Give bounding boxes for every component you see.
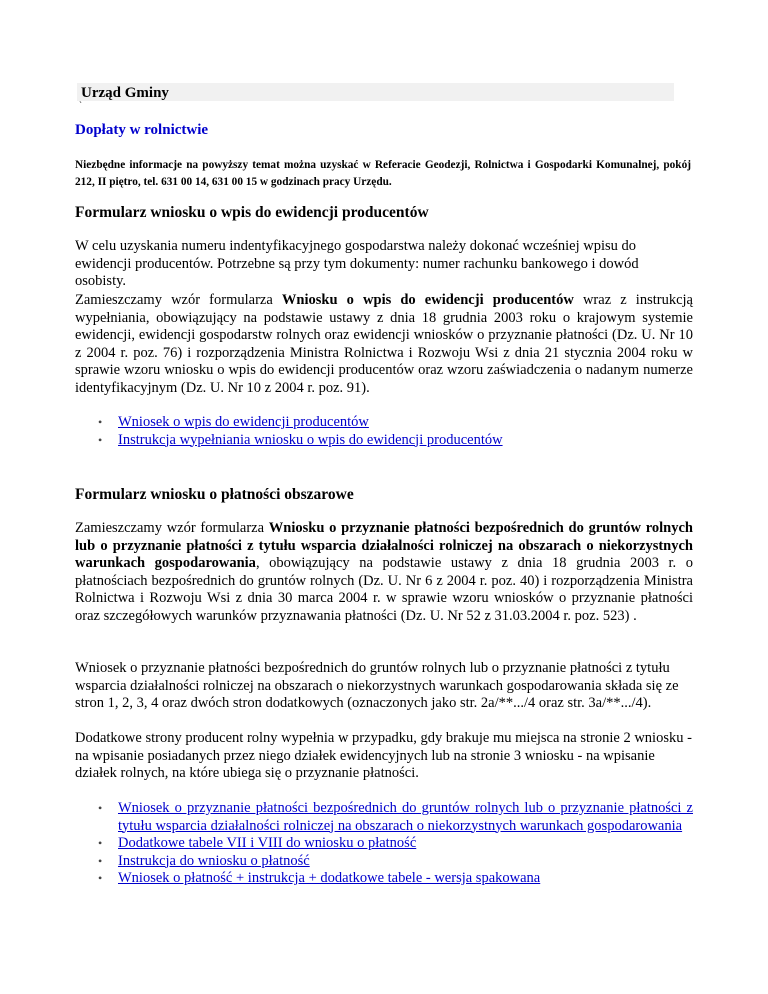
form2-link-list xyxy=(75,800,693,888)
list-item xyxy=(98,431,693,450)
link-dodatkowe-tabele[interactable]: Dodatkowe tabele VII i VIII do wniosku o płatność xyxy=(118,835,417,851)
form2-paragraph-1-start: Zamieszczamy wzór formularza xyxy=(75,520,269,536)
form1-paragraph-1: W celu uzyskania numeru indentyfikacyjnego gospodarstwa należy dokonać wcześniej wpisu do ewidencji producentów. Potrzebne są przy tym dokumenty: numer rachunku bankowego i dowód osobisty. xyxy=(75,238,639,289)
list-item xyxy=(98,870,693,888)
link-wniosek-wpis[interactable]: Wniosek o wpis do ewidencji producentów xyxy=(118,414,369,430)
form1-paragraph-2-start: Zamieszczamy wzór formularza xyxy=(75,292,282,308)
form2-paragraph-3: Dodatkowe strony producent rolny wypełnia w przypadku, gdy brakuje mu miejsca na stronie 2 wniosku - na wpisanie posiadanych przez niego działek ewidencyjnych lub na stronie 3 wniosku - na wpisanie działek rolnych, na które ubiega się o przyznanie płatności. xyxy=(75,730,692,781)
bullet-icon: • xyxy=(98,871,103,885)
bullet-icon: • xyxy=(98,836,103,850)
bullet-icon: • xyxy=(98,853,103,868)
form2-paragraph-2: Wniosek o przyznanie płatności bezpośrednich do gruntów rolnych lub o przyznanie płatności z tytułu wsparcia działalności rolniczej na obszarach o niekorzystnych warunkach gospodarowania składa się ze stron 1, 2, 3, 4 oraz dwóch stron dodatkowych (oznaczonych jako str. 2a/**.../4 oraz str. 3a/**.../4). xyxy=(75,660,679,711)
bullet-icon: • xyxy=(98,415,103,429)
form1-paragraph-2-end: wraz z instrukcją wypełniania, obowiązujący na podstawie ustawy z dnia 18 grudnia 2003 roku o krajowym systemie ewidencji, ewidencji gospodarstw rolnych oraz ewidencji wniosków o przyznanie płatności (Dz. U. Nr 10 z 2004 r. poz. 76) i rozporządzenia Ministra Rolnictwa i Rozwoju Wsi z dnia 21 stycznia 2004 roku w sprawie wzoru wniosku o wpis do ewidencji producentów oraz wzoru zaświadczenia o nadanym numerze identyfikacyjnym (Dz. U. Nr 10 z 2004 r. poz. 91). xyxy=(75,292,693,396)
bullet-icon: • xyxy=(98,432,103,447)
list-item xyxy=(98,852,693,871)
link-wniosek-platnosc[interactable]: Wniosek o przyznanie płatności bezpośrednich do gruntów rolnych lub o przyznanie płatności z tytułu wsparcia działalności rolniczej na obszarach o niekorzystnych warunkach gospodarowania xyxy=(118,800,693,834)
section-title: Dopłaty w rolnictwie xyxy=(75,122,209,138)
form2-paragraph-1-bold: Wniosku o przyznanie płatności bezpośrednich do gruntów rolnych lub o przyznanie płatności z tytułu wsparcia działalności rolniczej na obszarach o niekorzystnych warunkach gospodarowania xyxy=(75,520,693,571)
form2-title: Formularz wniosku o płatności obszarowe xyxy=(75,486,354,503)
link-wersja-spakowana[interactable]: Wniosek o płatność + instrukcja + dodatkowe tabele - wersja spakowana xyxy=(118,870,541,886)
link-instrukcja-wpis[interactable]: Instrukcja wypełniania wniosku o wpis do ewidencji producentów xyxy=(118,431,503,448)
header-title: Urząd Gminy xyxy=(81,85,169,101)
list-item xyxy=(98,800,693,835)
header-marker: ` xyxy=(79,100,82,110)
link-instrukcja-platnosc[interactable]: Instrukcja do wniosku o płatność xyxy=(118,852,310,869)
list-item xyxy=(98,835,693,853)
list-item xyxy=(98,414,693,432)
form1-paragraph-2 xyxy=(75,292,693,397)
form1-paragraph-2-bold: Wniosku o wpis do ewidencji producentów xyxy=(281,292,574,308)
form1-link-list xyxy=(75,414,693,449)
form2-paragraph-1 xyxy=(75,520,693,625)
form1-title: Formularz wniosku o wpis do ewidencji producentów xyxy=(75,204,429,221)
info-text: Niezbędne informacje na powyższy temat można uzyskać w Referacie Geodezji, Rolnictwa i Gospodarki Komunalnej, pokój 212, II piętro, tel. 631 00 14, 631 00 15 w godzinach pracy Urzędu. xyxy=(75,159,691,188)
form2-paragraph-1-end: , obowiązujący na podstawie ustawy z dnia 18 grudnia 2003 r. o płatnościach bezpośrednich do gruntów rolnych (Dz. U. Nr 6 z 2004 r. poz. 40) i rozporządzenia Ministra Rolnictwa i Rozwoju Wsi z dnia 30 marca 2004 r. w sprawie wzoru wniosków o przyznanie płatności oraz szczegółowych warunków przyznawania płatności (Dz. U. Nr 52 z 31.03.2004 r. poz. 523) . xyxy=(75,555,693,624)
bullet-icon: • xyxy=(98,801,103,815)
